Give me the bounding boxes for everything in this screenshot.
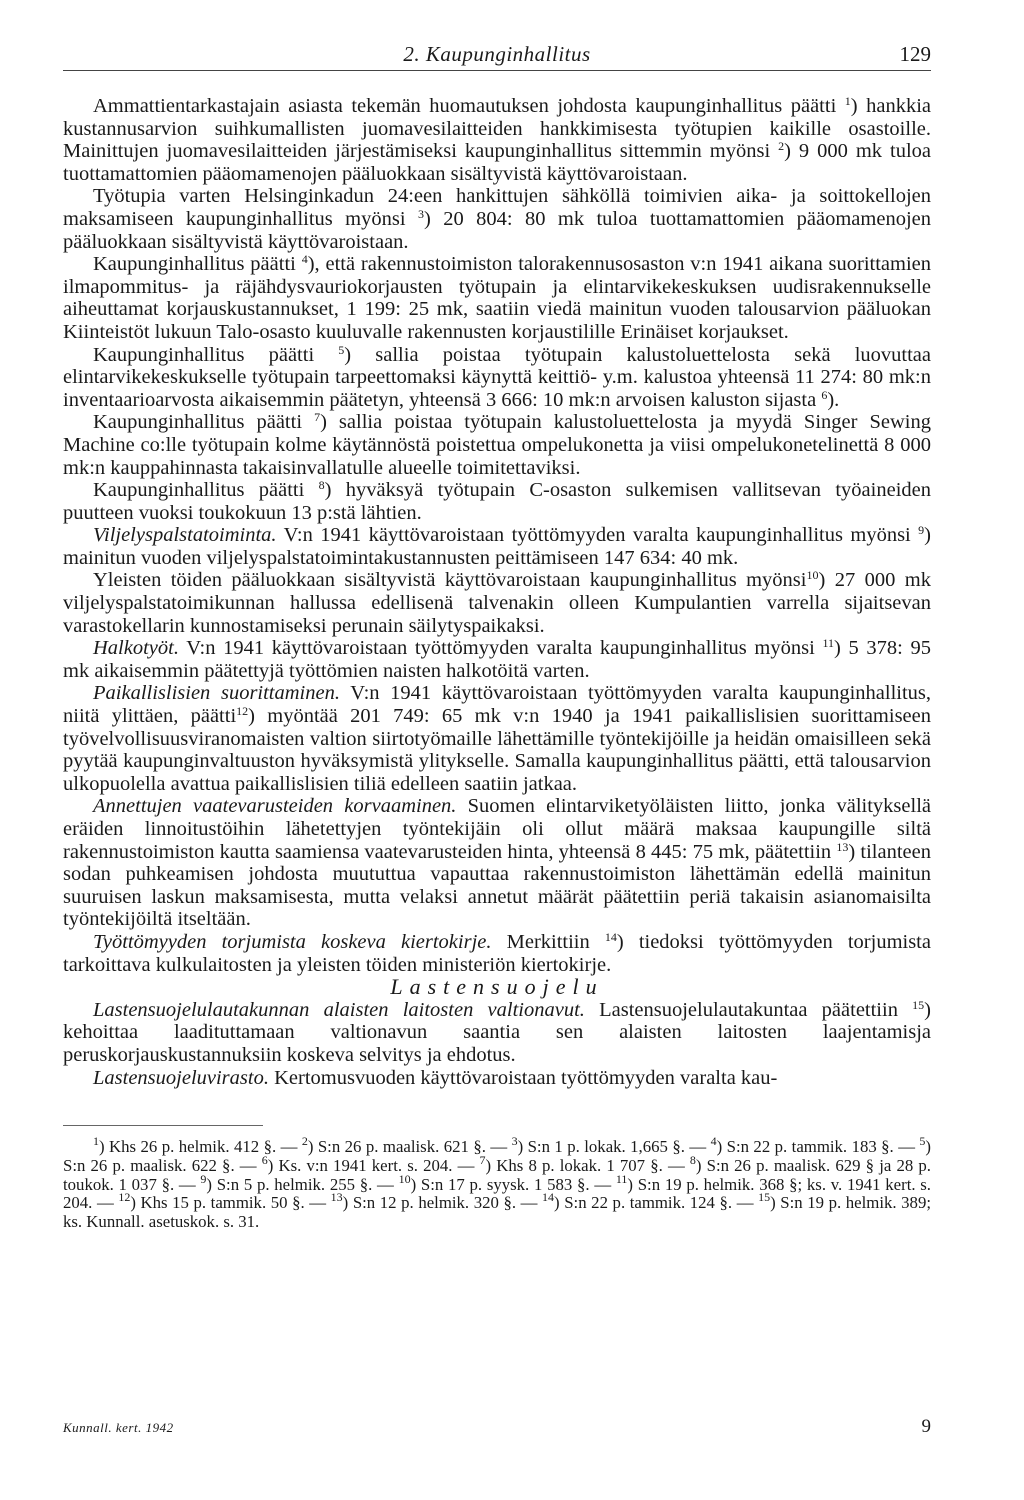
paragraph-heading: Halkotyöt.	[93, 637, 179, 660]
footnote-ref: 6	[821, 387, 828, 402]
paragraph	[63, 795, 931, 931]
body-text	[63, 95, 931, 1089]
footnote-rule	[63, 1125, 263, 1126]
text-run: ) S:n 22 p. tammik. 183 §. —	[716, 1137, 920, 1156]
sheet-number: 9	[921, 1416, 931, 1437]
text-run: Kaupunginhallitus päätti	[93, 479, 319, 502]
text-run: Työtupia varten Helsinginkadun 24:een hankittujen sähköllä toimivien aika- ja soittokellojen maksamiseen kaupunginhallitus myönsi	[63, 185, 931, 230]
footnote-ref: 8	[318, 478, 325, 493]
footnote-ref: 7	[479, 1152, 486, 1167]
paragraph-heading: Työttömyyden torjumista koskeva kiertokirje.	[93, 930, 492, 953]
text-run: ) Khs 15 p. tammik. 50 §. —	[130, 1193, 331, 1213]
text-run: ), että rakennustoimiston talorakennusosaston v:n 1941 aikana suorittamien ilmapommitus- ja räjähdysvauriokorjausten työtupain ja elintarvikekeskuksen uudisrakennukselle aiheuttamat korjauskustannukset, 1 199: 25 mk, saatiin viedä mainitun vuoden talousarvion pääluokan Kiinteistöt lukuun Talo-osasto kuuluvalle rakennusten korjaustilille Erinäiset korjaukset.	[63, 253, 931, 343]
footnote-ref: 11	[615, 1171, 628, 1186]
footnote-ref: 3	[417, 206, 424, 221]
paragraphs-part-2	[63, 999, 931, 1089]
running-header	[63, 40, 931, 71]
text-run: Kaupunginhallitus päätti	[93, 411, 315, 434]
text-run: ) S:n 26 p. maalisk. 622 §. —	[63, 1137, 931, 1175]
paragraph-heading: Viljelyspalstatoiminta.	[93, 524, 277, 547]
footnote-ref: 4	[710, 1134, 717, 1148]
footnote-ref: 11	[822, 636, 835, 651]
paragraph-heading: Lastensuojelulautakunnan alaisten laitosten valtionavut.	[93, 998, 585, 1021]
text-run: ) kehoittaa laadituttamaan valtionavun saantia sen alaisten laitosten laajentamisja peruskorjauskustannuksiin koskeva selvitys ja ehdotus.	[63, 998, 931, 1066]
paragraph	[63, 682, 931, 795]
footnote-ref: 10	[398, 1171, 411, 1186]
footnote-ref: 6	[261, 1152, 268, 1167]
footer-signature: Kunnall. kert. 1942	[63, 1420, 174, 1435]
text-run: Lastensuojelulautakuntaa päätettiin	[584, 998, 913, 1021]
text-run: ) S:n 5 p. helmik. 255 §. —	[206, 1174, 399, 1194]
paragraph	[63, 411, 931, 479]
footnote-ref: 8	[689, 1152, 696, 1167]
text-run: ) sallia poistaa työtupain kalustoluettelosta ja myydä Singer Sewing Machine co:lle työtupain kolme käytännöstä poistettua ompelukonetta ja viisi ompelukonetelinettä 8 000 mk:n kauppahinnasta takaisinvallatulle alueelle toimitettaviksi.	[63, 411, 931, 479]
text-run: Ammattientarkastajain asiasta tekemän huomautuksen johdosta kaupunginhallitus päätti	[93, 95, 845, 117]
text-run: ) S:n 1 p. lokak. 1,665 §. —	[517, 1137, 711, 1156]
paragraph	[63, 95, 931, 185]
text-run: ) S:n 17 p. syysk. 1 583 §. —	[410, 1174, 616, 1194]
paragraph	[63, 344, 931, 412]
footnote-ref: 9	[200, 1171, 207, 1186]
footnote-ref: 14	[542, 1190, 555, 1205]
text-run: ) hyväksyä työtupain C-osaston sulkemisen vallitsevan työaineiden puutteen vuoksi toukokuun 13 p:stä lähtien.	[63, 479, 931, 524]
text-run: ) Ks. v:n 1941 kert. s. 204. —	[267, 1155, 480, 1175]
footnote-ref: 10	[806, 568, 819, 583]
paragraph-heading: Paikallislisien suorittaminen.	[93, 682, 340, 705]
text-run: Kertomusvuoden käyttövaroistaan työttömyyden varalta kau-	[268, 1066, 778, 1089]
footnote-ref: 2	[301, 1134, 308, 1148]
footnote-ref: 13	[330, 1190, 343, 1205]
text-run: ) S:n 12 p. helmik. 320 §. —	[342, 1193, 543, 1213]
text-run: ) 9 000 mk tuloa tuottamattomien pääomamenojen pääluokkaan sisältyvistä käyttövaroistaan.	[63, 140, 931, 185]
text-run: ) 5 378: 95 mk aikaisemmin päätettyjä työttömien naisten halkotöitä varten.	[63, 637, 931, 682]
footnote-ref: 5	[338, 342, 345, 357]
paragraph	[63, 569, 931, 637]
text-run: ) S:n 22 p. tammik. 124 §. —	[554, 1193, 759, 1213]
paragraph-heading: Annettujen vaatevarusteiden korvaaminen.	[93, 795, 457, 818]
text-run: ) sallia poistaa työtupain kalustoluettelosta sekä luovuttaa elintarvikekeskukselle työtupain tarpeettomaksi käynyttä keittiö- y.m. kalustoa yhteensä 11 274: 80 mk:n inventaarioarvosta aikaisemmin päätetyn, yhteensä 3 666: 10 mk:n arvoisen kaluston sijasta	[63, 343, 931, 411]
text-run: ) S:n 26 p. maalisk. 629 § ja 28 p. toukok. 1 037 §. —	[63, 1155, 931, 1194]
footnote-ref: 9	[918, 523, 925, 538]
footnote-ref: 14	[604, 929, 617, 944]
text-run: ) Khs 26 p. helmik. 412 §. —	[99, 1137, 302, 1156]
footnote-ref: 1	[844, 94, 851, 108]
text-run: ) Khs 8 p. lokak. 1 707 §. —	[485, 1155, 690, 1175]
paragraph-heading: Lastensuojeluvirasto.	[93, 1066, 269, 1089]
text-run: ) 27 000 mk viljelyspalstatoimikunnan hallussa edellisenä talvenakin olleen Kumpulantien varrella sijaitsevan varastokellarin kunnostamiseksi perunain säilytyspaikaksi.	[63, 569, 931, 637]
text-run: ) S:n 19 p. helmik. 389; ks. Kunnall. asetuskok. s. 31.	[63, 1193, 931, 1232]
footnote-ref: 3	[511, 1134, 518, 1148]
section-heading: Lastensuojelu	[390, 974, 604, 1000]
text-run: Suomen elintarviketyöläisten liitto, jonka välityksellä eräiden linnoitustöihin lähetettyjen työntekijäin oli ollut määrä maksaa kaupungille siltä rakennustoimiston kautta saamiensa vaatevarusteiden hinta, yhteensä 8 445: 75 mk, päätettiin	[63, 795, 931, 863]
footnote-ref: 7	[314, 410, 321, 425]
footnote-text	[63, 1134, 932, 1232]
text-run: V:n 1941 käyttövaroistaan työttömyyden varalta kaupunginhallitus myönsi	[276, 524, 919, 547]
footnotes	[63, 1134, 932, 1232]
text-run: Yleisten töiden pääluokkaan sisältyvistä käyttövaroistaan kaupunginhallitus myönsi	[93, 569, 807, 592]
footnote-ref: 4	[301, 252, 308, 267]
page-number: 129	[899, 42, 931, 66]
text-run: ) mainitun vuoden viljelyspalstatoimintakustannusten peittämiseen 147 634: 40 mk.	[63, 524, 931, 569]
paragraph	[63, 253, 931, 343]
text-run: Merkittiin	[491, 930, 605, 953]
text-run: Kaupunginhallitus päätti	[93, 253, 302, 276]
text-run: ).	[827, 388, 840, 411]
footnote-ref: 15	[912, 997, 925, 1012]
text-run: ) hankkia kustannusarvion suihkumallisten juomavesilaitteiden hankkimisesta työtupien kaikille osastoille. Mainittujen juomavesilaitteiden järjestämiseksi kaupunginhallitus sittemmin myönsi	[63, 95, 931, 163]
footnote-ref: 2	[778, 139, 785, 154]
paragraph	[63, 931, 931, 976]
footnote-ref: 13	[836, 839, 849, 854]
paragraphs-part-1	[63, 95, 931, 976]
text-run: ) S:n 19 p. helmik. 368 §; ks. v. 1941 kert. s. 204. —	[63, 1174, 932, 1213]
footnote-ref: 12	[118, 1190, 131, 1205]
paragraph	[63, 1067, 931, 1090]
text-run: V:n 1941 käyttövaroistaan työttömyyden varalta kaupunginhallitus, niitä ylittäen, päätti	[63, 682, 932, 728]
paragraph	[63, 637, 931, 682]
text-run: Kaupunginhallitus päätti	[93, 343, 339, 366]
paragraph	[63, 479, 931, 524]
page-footer	[63, 1416, 931, 1440]
paragraph	[63, 999, 931, 1067]
text-run: V:n 1941 käyttövaroistaan työttömyyden varalta kaupunginhallitus myönsi	[178, 637, 823, 660]
footnote-ref: 5	[919, 1134, 926, 1148]
text-run: ) tiedoksi työttömyyden torjumista tarkoittava kulkulaitosten ja yleisten töiden ministeriön kiertokirje.	[63, 930, 931, 976]
paragraph	[63, 185, 931, 253]
text-run: ) 20 804: 80 mk tuloa tuottamattomien pääomamenojen pääluokkaan sisältyvistä käyttövaroistaan.	[63, 207, 931, 253]
footnote-ref: 15	[758, 1190, 771, 1205]
paragraph	[63, 524, 931, 569]
text-run: ) tilanteen sodan puhkeamisen johdosta muututtua vapauttaa rakennustoimiston lähettämän edellä mainitun suuruisen laskun maksamisesta, mutta velaksi annetut määrät päätettiin periä takaisin asianomaisilta työntekijöiltä itseltään.	[63, 840, 931, 931]
footnote-ref: 12	[236, 704, 249, 719]
text-run: ) myöntää 201 749: 65 mk v:n 1940 ja 1941 paikallislisien suorittamiseen työvelvollisuusviranomaisten valtion siirtotyömaille lähettämille työntekijöille ja heidän omaisilleen sekä pyytää kaupunginvaltuuston hyväksymistä ylitykselle. Samalla kaupunginhallitus päätti, että talousarvion ulkopuolella avattua paikallislisien tiliä edelleen saatiin jatkaa.	[63, 705, 932, 795]
running-title: 2. Kaupunginhallitus	[403, 42, 591, 66]
footnote-ref: 1	[93, 1134, 99, 1148]
text-run: ) S:n 26 p. maalisk. 621 §. —	[307, 1137, 512, 1156]
